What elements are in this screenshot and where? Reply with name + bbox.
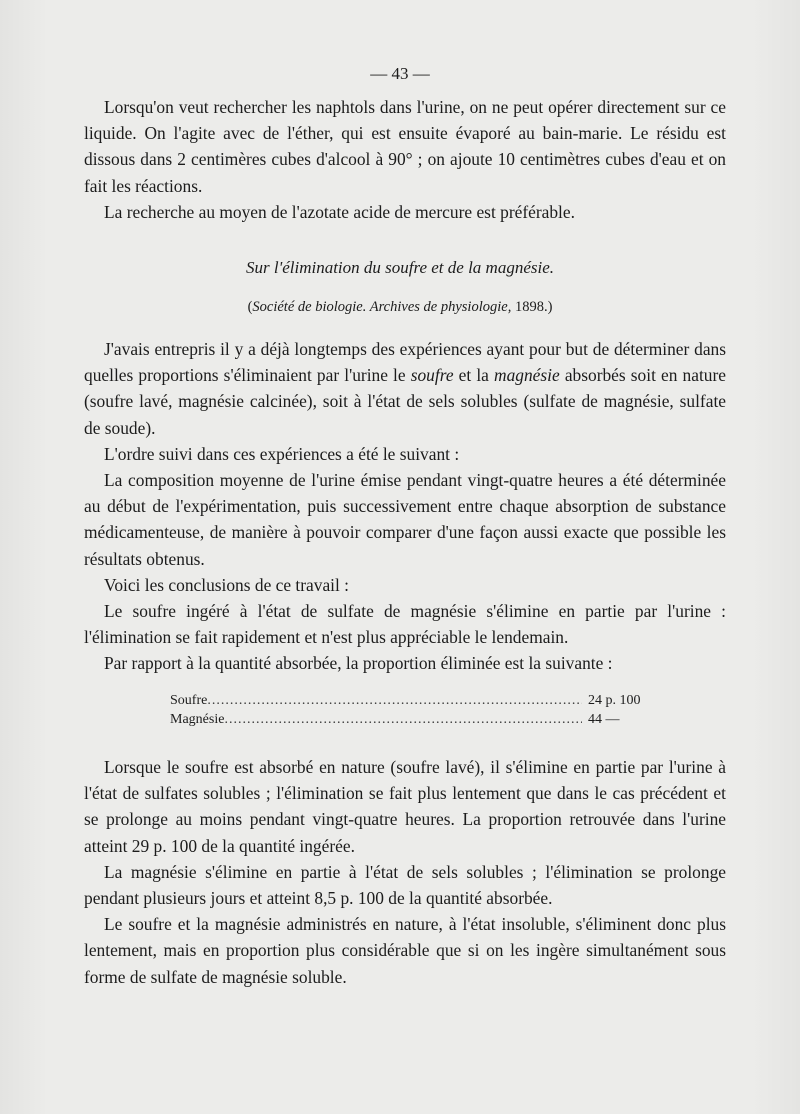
section-source (0, 299, 800, 316)
table-row-name: Magnésie (170, 712, 225, 727)
body-block (84, 336, 726, 677)
body-paragraph-2: L'ordre suivi dans ces expériences a été le suivant : (104, 443, 460, 464)
page-number: — 43 — (370, 64, 430, 83)
intro-paragraph-2: La recherche au moyen de l'azotate acide de mercure est préférable. (104, 201, 575, 222)
section-title: Sur l'élimination du soufre et de la magnésie. (245, 258, 555, 277)
intro-paragraph-1: Lorsqu'on veut rechercher les naphtols dans l'urine, on ne peut opérer directement sur ce liquide. On l'agite avec de l'éther, qui est ensuite évaporé au bain-marie. Le résidu est dissous dans 2 centimères cubes d'alcool à 90° ; on ajoute 10 centimètres cubes d'eau et on fait les réactions. (84, 97, 726, 196)
source-year: 1898.) (511, 299, 553, 315)
body-p1-soufre: soufre (410, 365, 454, 386)
table-row-leader (224, 712, 582, 728)
body-paragraph-6: Par rapport à la quantité absorbée, la proportion éliminée est la suivante : (104, 653, 613, 674)
intro-block (84, 94, 726, 225)
body-paragraph-4: Voici les conclusions de ce travail : (104, 574, 350, 595)
body-p1-text-c: absorbés soit en nature (soufre lavé, magnésie calcinée), soit à l'état de sels solubles (sulfate de magnésie, sulfate de soude). (84, 365, 726, 438)
table-row-value: 24 p. 100 (588, 693, 641, 708)
body-p1-text-a: J'avais entrepris il y a déjà longtemps des expériences ayant pour but de déterminer dans quelles proportions s'éliminaient par l'urine le (84, 339, 726, 386)
conclusion-block (84, 754, 726, 990)
body-paragraph-1 (84, 336, 726, 441)
body-p1-text-b: et la (453, 365, 495, 386)
conclusion-paragraph-3: Le soufre et la magnésie administrés en nature, à l'état insoluble, s'éliminent donc plus lentement, mais en proportion plus considérable que si on les ingère simultanément sous forme de sulfate de magnésie soluble. (84, 914, 726, 987)
table-row-leader (207, 693, 582, 709)
table-row-name: Soufre (170, 693, 208, 708)
body-paragraph-3: La composition moyenne de l'urine émise pendant vingt-quatre heures a été déterminée au début de l'expérimentation, puis successivement entre chaque absorption de substance médicamenteuse, de manière à pouvoir comparer d'une façon aussi exacte que possible les résultats obtenus. (84, 470, 726, 569)
conclusion-paragraph-1: Lorsque le soufre est absorbé en nature (soufre lavé), il s'élimine en partie par l'urine à l'état de sulfates solubles ; l'élimination se fait plus lentement que dans le cas précédent et se prolonge au moins pendant vingt-quatre heures. La proportion retrouvée dans l'urine atteint 29 p. 100 de la quantité ingérée. (84, 757, 726, 856)
body-paragraph-5: Le soufre ingéré à l'état de sulfate de magnésie s'élimine en partie par l'urine : l'élimination se fait rapidement et n'est plus appréciable le lendemain. (84, 601, 726, 648)
table-row-value: 44 — (588, 712, 620, 727)
table-row-soufre (170, 693, 650, 709)
body-p1-magnesie: magnésie (494, 365, 560, 386)
conclusion-paragraph-2: La magnésie s'élimine en partie à l'état de sels solubles ; l'élimination se prolonge pendant plusieurs jours et atteint 8,5 p. 100 de la quantité absorbée. (84, 861, 726, 909)
source-journal: Société de biologie. Archives de physiologie, (252, 299, 512, 315)
table-row-magnesie (170, 712, 650, 728)
source-open: ( (247, 299, 253, 315)
